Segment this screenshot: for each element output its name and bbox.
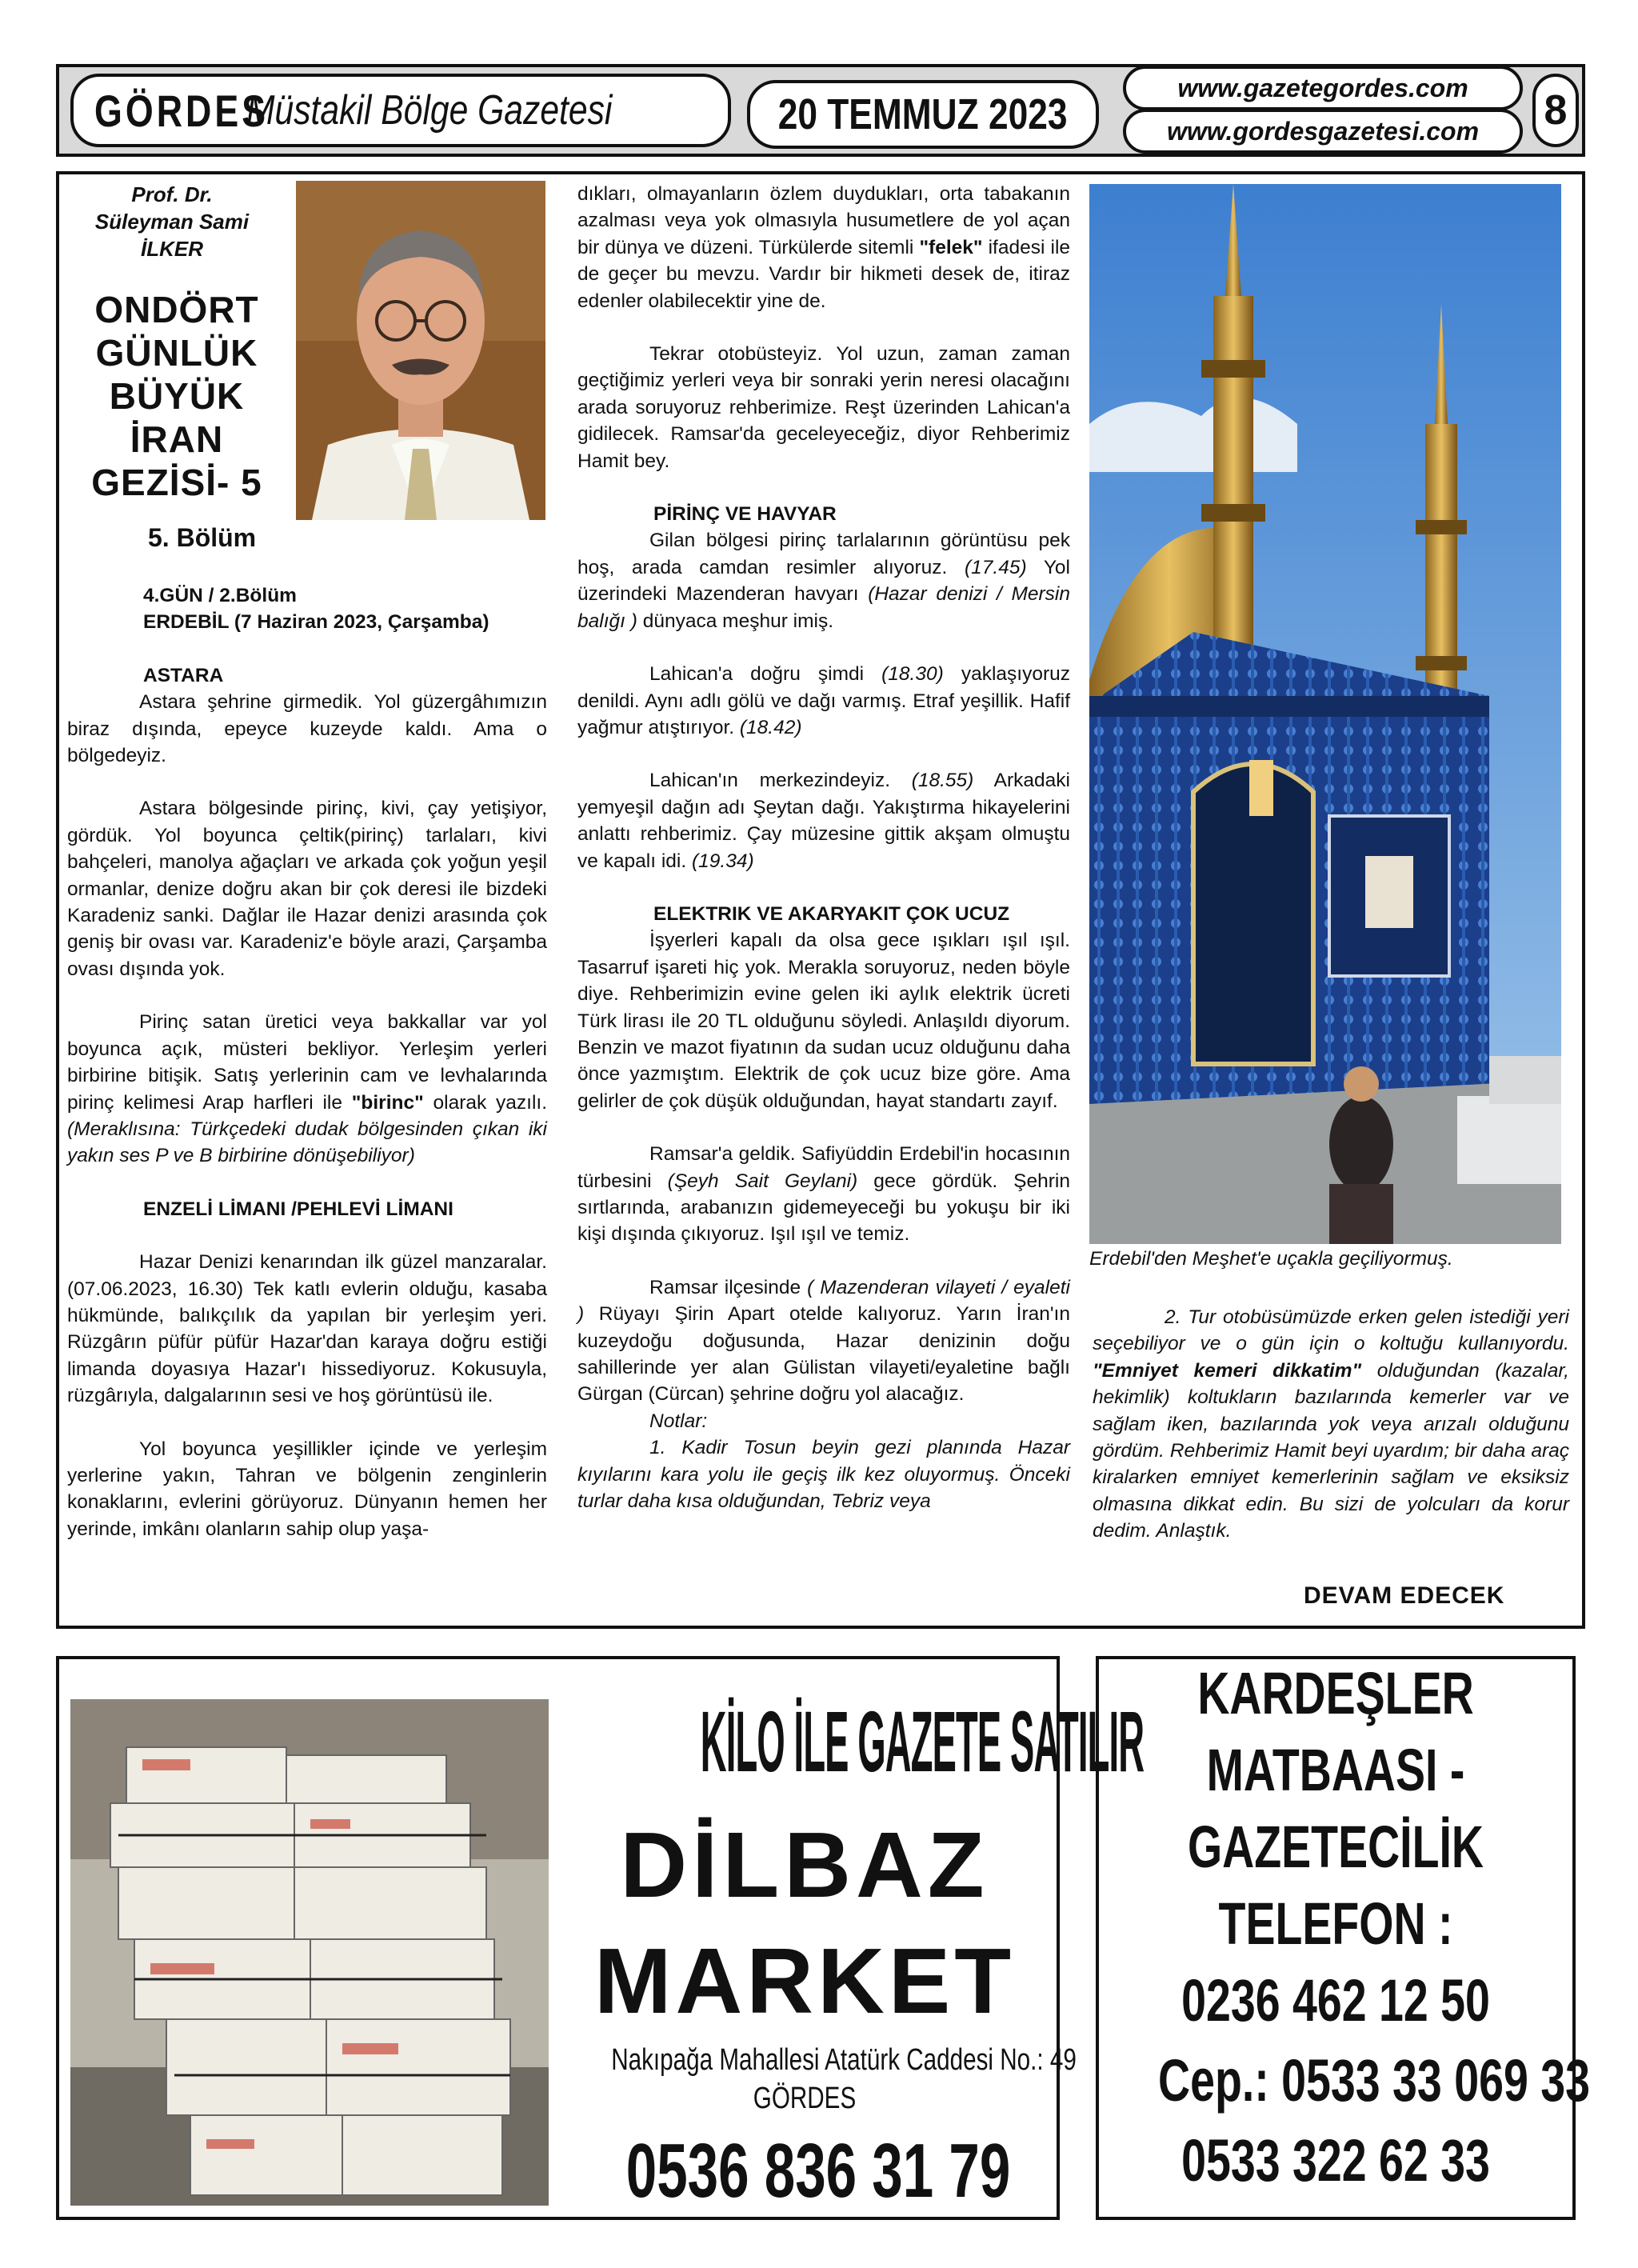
- paragraph: [577, 661, 1070, 741]
- issue-date: [747, 80, 1099, 149]
- masthead-name: GÖRDES: [94, 85, 270, 136]
- paragraph: Astara bölgesinde pirinç, kivi, çay yetişiyor, gördük. Yol boyunca çeltik(pirinç) tarlaları, kivi bahçeleri, manolya ağaçları ve arkada çok yoğun yeşil ormanlar, denize doğru akan bir çok deresi ile bizdeki Karadeniz sanki. Dağlar ile Hazar denizi arasında çok geniş bir ovası var. Karadeniz'e böyle arazi, Çarşamba ovası dışında yok.: [67, 798, 547, 980]
- note-paragraph: [577, 1434, 1070, 1514]
- ad-line: TELEFON :: [1218, 1890, 1453, 1957]
- ad-brand-name: DİLBAZ: [620, 1813, 989, 1917]
- article-column-2: [577, 181, 1070, 1514]
- text-run-italic: (Meraklısına: Türkçedeki dudak bölgesinden çıkan iki yakın ses P ve B birbirine dönüşebiliyor): [67, 1118, 547, 1167]
- page-number: [1532, 74, 1579, 147]
- text-run: Rüyayı Şirin Apart otelde kalıyoruz. Yarın İran'ın kuzeydoğu doğusunda, Hazar denizinin doğu sahillerinde yer alan Gülistan vilayeti/eyaletine bağlı Gürgan (Cürcan) şehrine doğru yol alacağız.: [577, 1303, 1070, 1406]
- ad-line: KARDEŞLER: [1197, 1660, 1474, 1726]
- title-line: GÜNLÜK: [95, 332, 258, 374]
- newspaper-header: [56, 64, 1585, 157]
- ad-town: GÖRDES: [753, 2082, 857, 2115]
- text-run: olarak yazılı.: [433, 1091, 548, 1114]
- text-run: yaklaşıyoruz denildi. Aynı adlı gölü ve dağı varmış. Etraf yeşillik. Hafif yağmur atıştırıyor.: [577, 663, 1071, 738]
- text-run-italic: (18.42): [739, 716, 802, 738]
- paragraph: İşyerleri kapalı da olsa gece ışıkları ışıl ışıl. Tasarruf işareti hiç yok. Merakla soruyoruz, neden böyle diye. Rehberimizin evine gelen iki aylık elektrik ücreti Türk lirası ile 20 TL olduğunu söyledi. Anlaşıldı diyorum. Benzin ve mazot fiyatının da sudan ucuz olduğunu daha önce yazmıştım. Elektrik de çok ucuz bize göre. Ama gelirler de çok düşük olduğundan, hayat standartı zayıf.: [577, 930, 1070, 1112]
- website-link-1[interactable]: [1123, 66, 1523, 110]
- text-run: Yol üzerindeki Mazenderan havyarı: [577, 556, 1070, 606]
- text-run: Ramsar ilçesinde: [649, 1276, 801, 1298]
- continued-label: DEVAM EDECEK: [1304, 1582, 1505, 1609]
- title-line: İRAN: [130, 418, 224, 460]
- ad-line: GAZETECİLİK: [1187, 1814, 1484, 1880]
- subheading-enzeli: ENZELİ LİMANI /PEHLEVİ LİMANI: [143, 1198, 453, 1220]
- author-surname: İLKER: [141, 237, 203, 261]
- ad-mobile-phone[interactable]: Cep.: 0533 33 069 33: [1158, 2047, 1590, 2114]
- issue-date-text: 20 TEMMUZ 2023: [778, 90, 1068, 138]
- text-run: olduğundan (kazalar, hekimlik) koltukların bazılarında kemerler var ve sağlam iken, bazılarında yok veya arızalı olduğunu gördüm. Rehberimiz Hamit beyi uyardım; bir daha araç kiralarken emniyet kemerlerinin sağlam ve eksiksiz olmasına dikkat edin. Bu sizi de yolcuları da korur dedim. Anlaştık.: [1093, 1359, 1569, 1542]
- text-run: Lahican'ın merkezindeyiz.: [649, 770, 890, 792]
- masthead: [70, 74, 731, 147]
- ad-phone[interactable]: 0236 462 12 50: [1181, 1967, 1490, 2034]
- text-run-bold: "Emniyet kemeri dikkatim": [1093, 1359, 1362, 1382]
- section-label: 5. Bölüm: [148, 523, 257, 552]
- text-run-italic: (19.34): [692, 850, 754, 872]
- article-title: [64, 288, 290, 504]
- website-2-text: www.gordesgazetesi.com: [1166, 116, 1480, 146]
- paragraph: [67, 1009, 547, 1169]
- subheading-astara: ASTARA: [143, 664, 224, 686]
- title-line: GEZİSİ- 5: [91, 462, 262, 503]
- paragraph: [577, 527, 1070, 634]
- text-run: ifadesi ile de geçer bu mevzu. Vardır bir hikmeti desek de, itiraz edenler olabilecektir yine de.: [577, 236, 1071, 312]
- paragraph: Yol boyunca yeşillikler içinde ve yerleşim yerlerine yakın, Tahran ve bölgenin zenginlerin konaklarını, evlerini görüyoruz. Dünyanın hemen her yerinde, imkânı olanların sahip olup yaşa-: [67, 1438, 547, 1540]
- author-title: Prof. Dr.: [131, 182, 213, 206]
- paragraph: [577, 181, 1070, 314]
- paragraph: [1093, 1304, 1569, 1545]
- text-run: Gilan bölgesi pirinç tarlalarının görüntüsu pek hoş, arada camdan resimler alıyoruz.: [577, 530, 1070, 578]
- author-byline: [64, 181, 280, 262]
- advert-kardesler-matbaasi: [1096, 1656, 1590, 2220]
- title-line: ONDÖRT: [94, 289, 259, 330]
- paragraph: Tekrar otobüsteyiz. Yol uzun, zaman zaman geçtiğimiz yerleri veya bir sonraki yerin neresi olacağını arada soruyoruz rehberimize. Reşt üzerinden Lahican'a gidilecek. Ramsar'da geceleyeceğiz, diyor Rehberimiz Hamit bey.: [577, 343, 1070, 472]
- paragraph: Astara şehrine girmedik. Yol güzergâhımızın biraz dışında, epeyce kuzeyde kaldı. Ama o bölgedeyiz.: [67, 691, 547, 767]
- author-name: Süleyman Sami: [94, 210, 250, 234]
- paragraph: [577, 1274, 1070, 1408]
- masthead-subtitle: Müstakil Bölge Gazetesi: [246, 87, 613, 134]
- article-column-1: [67, 582, 547, 1542]
- text-run: Pirinç satan üretici veya bakkallar var yol boyunca açık, müsteri bekliyor. Yerleşim yerleri birbirine bitişik. Satış yerlerinin cam ve levhalarında pirinç kelimesi Arap harfleri ile: [67, 1011, 547, 1114]
- text-run-italic: 1. Kadir Tosun beyin gezi planında Hazar kıyılarını kara yolu ile geçiş ilk kez oluyormuş. Önceki turlar daha kısa olduğundan, Tebriz veya: [577, 1437, 1070, 1513]
- paragraph: [577, 1141, 1070, 1248]
- ad-mobile-phone[interactable]: 0533 322 62 33: [1181, 2127, 1490, 2194]
- text-run-bold: "birinc": [351, 1091, 424, 1114]
- paragraph: [577, 767, 1070, 874]
- text-run: dünyaca meşhur imiş.: [642, 610, 834, 632]
- website-1-text: www.gazetegordes.com: [1177, 73, 1468, 102]
- text-run: Arkadaki yemyeşil dağın adı Şeytan dağı. Yakıştırma hikayelerini anlattı rehberimiz. Çay müzesine gittik akşam olmuştu ve kapalı idi.: [577, 770, 1070, 872]
- subheading-pirinc: PİRİNÇ VE HAVYAR: [653, 503, 837, 526]
- author-portrait: [296, 181, 545, 520]
- website-link-2[interactable]: [1123, 109, 1523, 154]
- notes-label: [577, 1408, 1070, 1434]
- ad-address: Nakıpağa Mahallesi Atatürk Caddesi No.: 49: [611, 2043, 1077, 2077]
- newspaper-stack-photo: [70, 1699, 549, 2206]
- text-run-italic: Notlar:: [649, 1410, 708, 1432]
- title-line: BÜYÜK: [109, 375, 245, 417]
- text-run: gece gördük. Şehrin sırtlarında, arabanızın gidemeyeceği bu yokuşu bir iki kişi dışında çıkıyoruz. Işıl ışıl ve temiz.: [577, 1170, 1071, 1246]
- photo-caption: Erdebil'den Meşhet'e uçakla geçiliyormuş.: [1089, 1248, 1453, 1270]
- text-run-italic: (17.45): [965, 556, 1027, 578]
- subheading-elektrik: ELEKTRIK VE AKARYAKIT ÇOK UCUZ: [653, 902, 1010, 925]
- day-heading: 4.GÜN / 2.Bölüm: [143, 585, 297, 606]
- text-run-italic: (Hazar denizi / Mersin balığı ): [577, 583, 1070, 632]
- text-run-italic: (18.55): [911, 770, 974, 792]
- text-run-italic: (Şeyh Sait Geylani): [667, 1170, 858, 1192]
- advert-dilbaz-market: [56, 1656, 1145, 2220]
- text-run: Lahican'a doğru şimdi: [649, 663, 865, 686]
- text-run: Ramsar'a geldik. Safiyüddin Erdebil'in hocasının türbesini: [577, 1143, 1070, 1192]
- text-run: 2. Tur otobüsümüzde erken gelen istediği yeri seçebiliyor ve o gün için o koltuğu kullanıyordu.: [1093, 1306, 1569, 1355]
- text-run-bold: "felek": [919, 236, 983, 258]
- mosque-photo: [1089, 184, 1561, 1244]
- text-run: dıkları, olmayanların özlem duydukları, orta tabakanın azalması veya yok olmasıyla husumetlere de yol açan bir dünya ve düzeni. Türkülerde sitemli: [577, 183, 1070, 258]
- text-run-italic: (18.30): [881, 663, 944, 686]
- ad-phone[interactable]: 0536 836 31 79: [625, 2128, 1011, 2214]
- ad-tagline: KİLO İLE GAZETE SATILIR: [700, 1693, 1145, 1790]
- paragraph: Hazar Denizi kenarından ilk güzel manzaralar. (07.06.2023, 16.30) Tek katlı evlerin olduğu, kasaba hükmünde, balıkçılık da yapılan bir yerleşim yeri. Rüzgârın püfür püfür Hazar'dan karaya doğru estiği limanda doyasıya Hazar'ı hissediyoruz. Kokusuyla, rüzgârıyla, dalgalarının sesi ve hoş görüntüsü ile.: [67, 1251, 547, 1407]
- ad-brand-type: MARKET: [593, 1929, 1016, 2033]
- text-run-italic: ( Mazenderan vilayeti / eyaleti ): [577, 1276, 1071, 1326]
- page-number-text: 8: [1544, 87, 1568, 134]
- article-column-3: [1093, 1304, 1569, 1545]
- ad-line: MATBAASI -: [1206, 1737, 1465, 1803]
- place-heading: ERDEBİL (7 Haziran 2023, Çarşamba): [143, 611, 489, 634]
